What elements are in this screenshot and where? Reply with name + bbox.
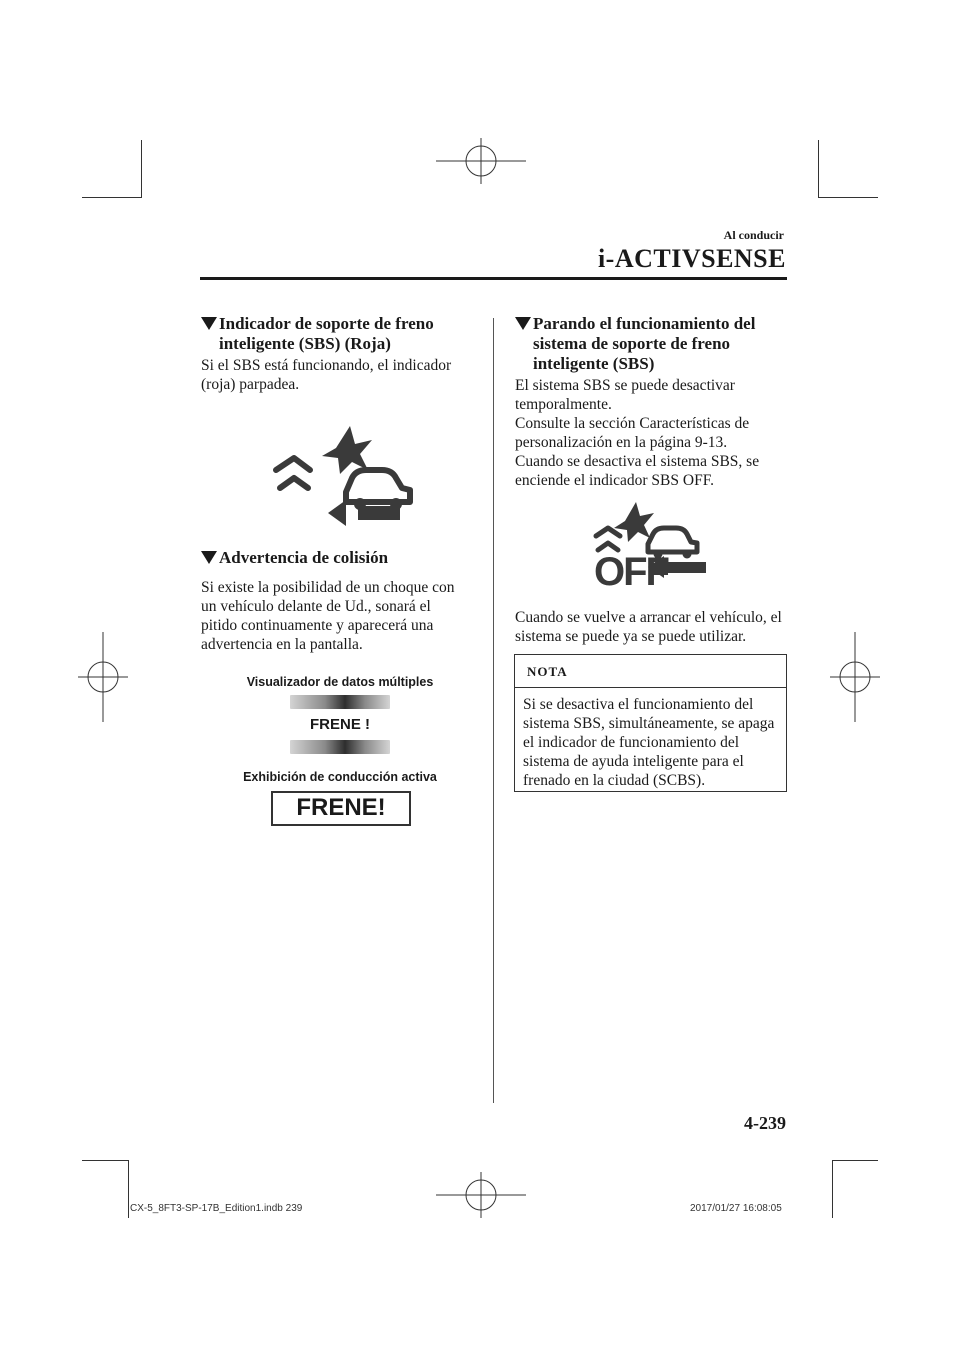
crop-mark xyxy=(82,197,142,198)
sbs-warning-icon xyxy=(272,418,422,528)
crop-mark xyxy=(141,140,142,198)
display-gradient-bar-top xyxy=(290,695,390,709)
sbs-off-icon xyxy=(592,500,722,600)
active-display-warning-text: FRENE! xyxy=(296,794,386,821)
text-line: Cuando se desactiva el sistema SBS, se xyxy=(515,453,760,470)
text-line: enciende el indicador SBS OFF. xyxy=(515,472,714,489)
crop-mark xyxy=(82,1160,129,1161)
crop-mark xyxy=(128,1160,129,1218)
text-line: temporalmente. xyxy=(515,396,612,413)
heading-sbs-indicator: Indicador de soporte de freno inteligente (SBS) (Roja) xyxy=(201,314,471,354)
chapter-title: i-ACTIVSENSE xyxy=(597,244,786,273)
caption-multi-display: Visualizador de datos múltiples xyxy=(246,675,434,689)
paragraph-restart: Cuando se vuelve a arrancar el vehículo, el sistema se puede ya se puede utilizar. xyxy=(515,609,782,645)
footer-timestamp: 2017/01/27 16:08:05 xyxy=(690,1203,782,1214)
triangle-bullet-icon xyxy=(515,317,531,330)
heading-stop-sbs: Parando el funcionamiento del sistema de soporte de freno inteligente (SBS) xyxy=(515,314,785,374)
text-line: Consulte la sección Características de xyxy=(515,415,750,432)
multi-display-warning-text: FRENE ! xyxy=(310,716,370,733)
note-box xyxy=(514,654,787,792)
column-divider xyxy=(493,318,494,1103)
text-line: personalización en la página 9-13. xyxy=(515,434,728,451)
registration-target-bottom xyxy=(436,1172,526,1218)
footer-filename: CX-5_8FT3-SP-17B_Edition1.indb 239 xyxy=(130,1203,303,1214)
paragraph-collision-warning: Si existe la posibilidad de un choque con un vehículo delante de Ud., sonará el pitido continuamente y aparecerá una advertencia en la pantalla. xyxy=(201,579,455,653)
paragraph-stop-sbs xyxy=(515,376,795,490)
crop-mark xyxy=(832,1160,833,1218)
section-label: Al conducir xyxy=(723,228,784,242)
paragraph-sbs-indicator: Si el SBS está funcionando, el indicador (roja) parpadea. xyxy=(201,357,452,393)
heading-collision-warning: Advertencia de colisión xyxy=(201,548,471,568)
triangle-bullet-icon xyxy=(201,317,217,330)
registration-target-left xyxy=(78,632,128,722)
caption-active-display: Exhibición de conducción activa xyxy=(243,770,437,784)
note-text: Si se desactiva el funcionamiento del sistema SBS, simultáneamente, se apaga el indicador de funcionamiento del sistema de ayuda inteligente para el frenado en la ciudad (SCBS). xyxy=(523,696,775,789)
header-rule xyxy=(200,277,787,280)
off-label: OFF xyxy=(594,550,668,594)
registration-target-top xyxy=(436,138,526,184)
crop-mark xyxy=(832,1160,878,1161)
registration-target-right xyxy=(830,632,880,722)
triangle-bullet-icon xyxy=(201,551,217,564)
active-display-warning-box xyxy=(271,791,411,826)
crop-mark xyxy=(818,140,819,198)
note-rule xyxy=(515,687,786,688)
crop-mark xyxy=(818,197,878,198)
text-line: El sistema SBS se puede desactivar xyxy=(515,377,735,394)
display-gradient-bar-bottom xyxy=(290,740,390,754)
page-number: 4-239 xyxy=(744,1113,786,1133)
note-title: NOTA xyxy=(527,664,568,679)
